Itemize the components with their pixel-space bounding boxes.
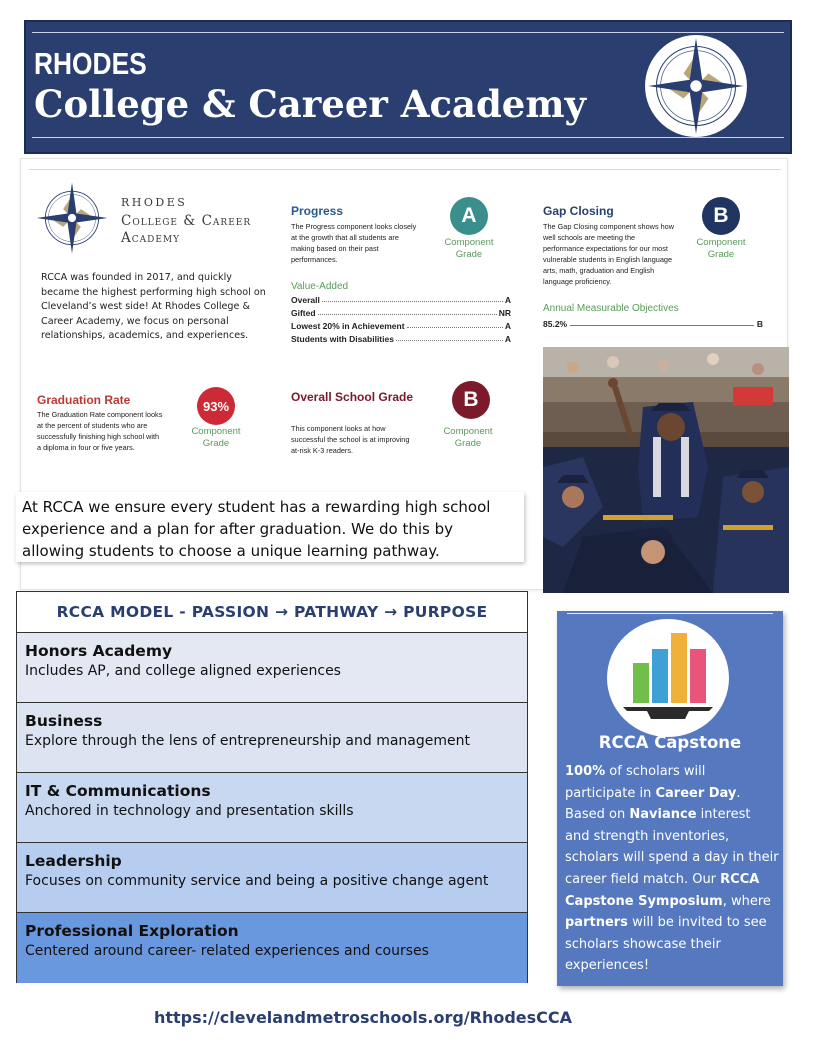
model-table-header: RCCA MODEL - PASSION → PATHWAY → PURPOSE bbox=[17, 592, 527, 633]
capstone-panel bbox=[557, 611, 783, 986]
gap-closing-grade-label: Component Grade bbox=[696, 237, 746, 260]
gap-closing-description: The Gap Closing component shows how well schools are meeting the performance expectations for our most vulnerable students in English language arts, math, graduation and English language proficiency. bbox=[543, 222, 675, 286]
graduation-rate-description: The Graduation Rate component looks at the percent of students who are successfully finishing high school with a diploma in four or five years. bbox=[37, 410, 163, 452]
capstone-title: RCCA Capstone bbox=[598, 733, 742, 752]
graduation-rate-title: Graduation Rate bbox=[37, 393, 131, 407]
pathway-title: Honors Academy bbox=[25, 642, 173, 660]
pathway-row-leadership bbox=[17, 843, 527, 913]
progress-grade-label: Component Grade bbox=[444, 237, 494, 260]
value-added-label: Lowest 20% in Achievement bbox=[291, 321, 405, 331]
capstone-description bbox=[565, 761, 779, 977]
capstone-bold-career-day: Career Day bbox=[655, 785, 737, 801]
pathway-title: Leadership bbox=[25, 852, 122, 870]
progress-description: The Progress component looks closely at the growth that all students are making based on their past performances. bbox=[291, 222, 417, 264]
gap-closing-grade-badge: B bbox=[702, 197, 740, 235]
amo-title: Annual Measurable Objectives bbox=[543, 303, 679, 314]
value-added-row-disabilities bbox=[291, 331, 511, 344]
amo-value: 85.2% bbox=[543, 319, 568, 329]
logo-line-college: College & Career bbox=[121, 213, 252, 229]
pathway-title: IT & Communications bbox=[25, 782, 211, 800]
capstone-bar-chart-icon bbox=[607, 619, 729, 737]
progress-title: Progress bbox=[291, 204, 344, 218]
overall-grade-label: Component Grade bbox=[443, 426, 493, 449]
overall-grade-title: Overall School Grade bbox=[291, 390, 414, 404]
pathway-description: Centered around career- related experiences and courses bbox=[25, 943, 429, 959]
capstone-text: . Based on bbox=[565, 785, 741, 823]
value-added-title: Value-Added bbox=[291, 281, 349, 292]
capstone-bold-partners: partners bbox=[565, 915, 628, 931]
value-added-grade: A bbox=[504, 321, 511, 331]
school-logo-text bbox=[121, 196, 251, 246]
banner-rule-top bbox=[32, 32, 784, 33]
compass-logo-icon bbox=[35, 181, 109, 255]
overall-grade-badge: B bbox=[452, 381, 490, 419]
overall-grade-description: This component looks at how successful the school is at improving at-risk K-3 readers. bbox=[291, 424, 410, 455]
value-added-row-gifted bbox=[291, 305, 511, 318]
value-added-row-overall bbox=[291, 292, 511, 305]
graduation-rate-badge: 93% bbox=[197, 387, 235, 425]
banner-academy-title: College & Career Academy bbox=[34, 82, 587, 126]
capstone-text: , where bbox=[722, 893, 771, 909]
capstone-text: interest and strength inventories, scholars will spend a day in their career field match. Our bbox=[565, 807, 779, 887]
graduation-photo bbox=[543, 347, 789, 593]
graduation-grade-label: Component Grade bbox=[191, 426, 241, 449]
value-added-label: Overall bbox=[291, 295, 320, 305]
logo-line-academy: Academy bbox=[121, 230, 181, 246]
logo-line-rhodes: RHODES bbox=[121, 196, 188, 209]
banner-rhodes-title: RHODES bbox=[34, 46, 147, 81]
report-top-divider bbox=[29, 169, 781, 170]
pathway-description: Anchored in technology and presentation skills bbox=[25, 803, 354, 819]
amo-grade: B bbox=[756, 319, 763, 329]
amo-row bbox=[543, 316, 763, 329]
capstone-top-rule bbox=[567, 613, 773, 614]
pathway-row-business bbox=[17, 703, 527, 773]
pathway-row-honors bbox=[17, 633, 527, 703]
compass-rose-icon bbox=[644, 34, 748, 138]
value-added-label: Students with Disabilities bbox=[291, 334, 394, 344]
gap-closing-title: Gap Closing bbox=[543, 204, 614, 218]
header-banner bbox=[24, 20, 792, 154]
capstone-bold-100-percent: 100% bbox=[565, 764, 606, 779]
pathway-description: Focuses on community service and being a positive change agent bbox=[25, 873, 489, 889]
banner-rule-bottom bbox=[32, 137, 784, 138]
pathway-row-it-communications bbox=[17, 773, 527, 843]
rcca-model-table bbox=[16, 591, 528, 983]
pathway-row-professional-exploration bbox=[17, 913, 527, 983]
capstone-bold-symposium: RCCA Capstone Symposium bbox=[565, 871, 760, 909]
value-added-grade: A bbox=[504, 334, 511, 344]
capstone-text: will be invited to see scholars showcase their experiences! bbox=[565, 915, 767, 974]
value-added-label: Gifted bbox=[291, 308, 316, 318]
pathway-title: Professional Exploration bbox=[25, 922, 239, 940]
pathway-description: Includes AP, and college aligned experiences bbox=[25, 663, 341, 679]
value-added-grade: A bbox=[504, 295, 511, 305]
value-added-grade: NR bbox=[498, 308, 511, 318]
school-website-link[interactable]: https://clevelandmetroschools.org/RhodesCCA bbox=[153, 1008, 573, 1027]
about-paragraph: RCCA was founded in 2017, and quickly became the highest performing high school on Cleveland’s west side! At Rhodes College & Career Academy, we focus on personal relationships, academics, and experiences. bbox=[41, 272, 266, 341]
capstone-text: of scholars will participate in bbox=[565, 764, 706, 801]
capstone-bold-naviance: Naviance bbox=[629, 807, 697, 823]
pathway-description: Explore through the lens of entrepreneurship and management bbox=[25, 733, 470, 749]
value-added-row-lowest-20 bbox=[291, 318, 511, 331]
pathway-callout: At RCCA we ensure every student has a rewarding high school experience and a plan for after graduation. We do this by allowing students to choose a unique learning pathway. bbox=[16, 492, 524, 562]
pathway-title: Business bbox=[25, 712, 103, 730]
progress-grade-badge: A bbox=[450, 197, 488, 235]
